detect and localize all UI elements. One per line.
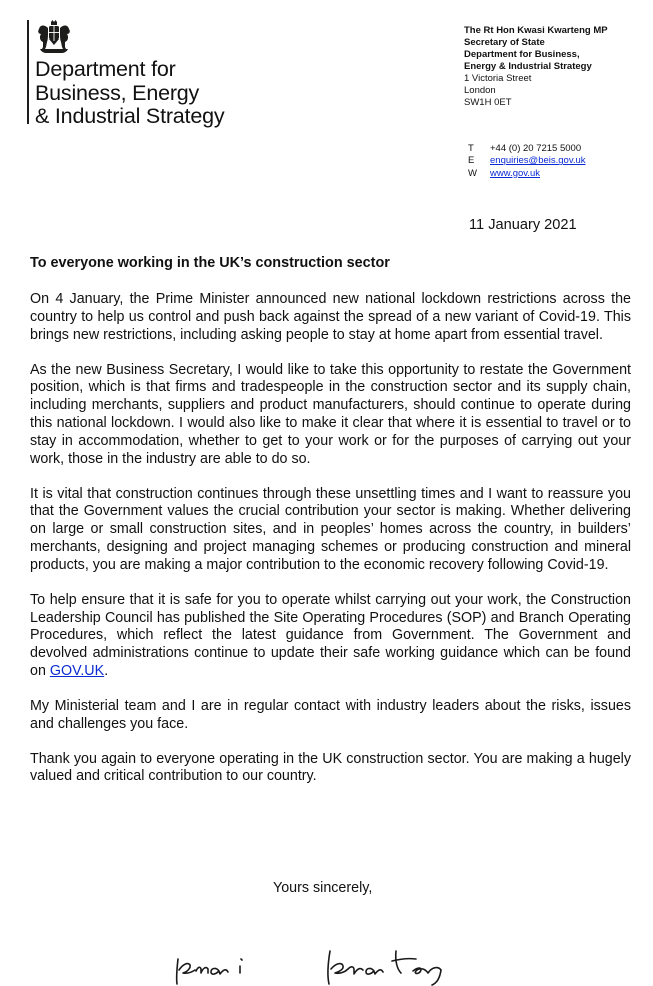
body-paragraph — [30, 751, 631, 787]
contact-details — [468, 143, 586, 180]
letter-date: 11 January 2021 — [469, 217, 577, 233]
sender-name: The Rt Hon Kwasi Kwarteng MP — [464, 25, 608, 36]
contact-label: E — [468, 155, 475, 167]
gov-uk-link[interactable]: GOV.UK — [49, 662, 105, 679]
paragraph-text: To help ensure that it is safe for you to operate whilst carrying out your work, the Construction Leadership Council has published the Site Operating Procedures (SOP) and Branch Operating Procedures, which reflect the latest guidance from Government. The Government and devolved administrations continue to update their safe working guidance which can be found on — [30, 591, 631, 679]
email-link[interactable]: enquiries@beis.gov.uk — [490, 155, 586, 167]
body-paragraph — [30, 698, 631, 734]
sender-department: Energy & Industrial Strategy — [464, 61, 592, 72]
department-name-line: Department for — [35, 57, 176, 81]
letter-closing: Yours sincerely, — [273, 880, 373, 896]
sender-address-line: London — [464, 85, 496, 96]
contact-telephone — [468, 143, 586, 155]
paragraph-text: On 4 January, the Prime Minister announced new national lockdown restrictions across the country to help us control and push back against the spread of a new variant of Covid-19. This brings new restrictions, including asking people to stay at home apart from essential travel. — [30, 291, 631, 343]
department-name-line: & Industrial Strategy — [35, 104, 225, 128]
sender-block — [464, 25, 608, 109]
body-paragraph — [30, 592, 631, 681]
body-paragraph — [30, 362, 631, 469]
department-name — [35, 58, 224, 129]
contact-website — [468, 168, 586, 180]
body-paragraph — [30, 291, 631, 344]
handwritten-signature-icon — [170, 935, 490, 986]
letterhead-rule — [27, 20, 29, 124]
contact-email — [468, 155, 586, 167]
sender-title: Secretary of State — [464, 37, 545, 48]
contact-label: W — [468, 167, 477, 179]
sender-department: Department for Business, — [464, 49, 580, 60]
paragraph-text-end: . — [104, 662, 109, 679]
body-paragraph — [30, 486, 631, 575]
paragraph-text: My Ministerial team and I are in regular contact with industry leaders about the risks, issues and challenges you face. — [30, 697, 631, 732]
letter-heading: To everyone working in the UK’s construction sector — [30, 255, 390, 271]
department-name-line: Business, Energy — [35, 80, 200, 105]
letter-body — [30, 291, 631, 803]
paragraph-text: It is vital that construction continues through these unsettling times and I want to reassure you that the Government values the crucial contribution your sector is making. Whether delivering on large or small construction sites, and in peoples’ homes across the country, in builders’ merchants, designing and project managing schemes or producing construction and mineral products, you are making a major contribution to the economic recovery following Covid-19. — [30, 485, 631, 573]
sender-address-line: 1 Victoria Street — [464, 73, 532, 84]
royal-coat-of-arms-icon — [34, 20, 74, 54]
sender-address-line: SW1H 0ET — [464, 97, 512, 108]
telephone-number: +44 (0) 20 7215 5000 — [490, 143, 582, 154]
contact-label: T — [468, 143, 474, 154]
website-link[interactable]: www.gov.uk — [490, 167, 540, 179]
paragraph-text: As the new Business Secretary, I would like to take this opportunity to restate the Government position, which is that firms and tradespeople in the construction sector and its supply chain, including merchants, suppliers and product manufacturers, should continue to operate during this national lockdown. I would also like to make it clear that where it is essential to travel or to stay in accommodation, whether to get to your work or for the purposes of carrying out your work, those in the industry are able to do so. — [30, 361, 631, 467]
paragraph-text: Thank you again to everyone operating in the UK construction sector. You are making a hugely valued and critical contribution to our country. — [30, 750, 631, 785]
